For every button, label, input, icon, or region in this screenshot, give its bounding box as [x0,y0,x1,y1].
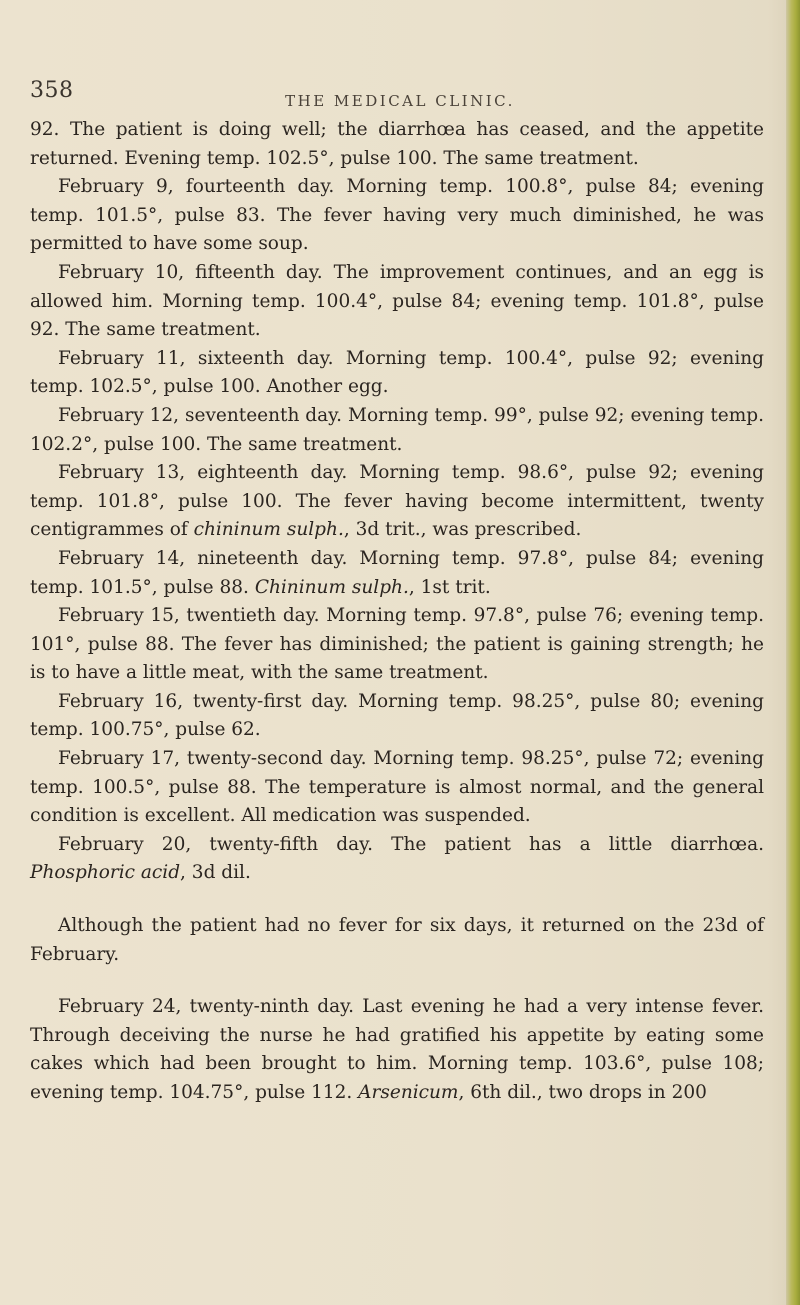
paragraph-feb-24 [30,993,764,1107]
paragraph-feb-15: February 15, twentieth day. Morning temp. 97.8°, pulse 76; evening temp. 101°, pulse 88. The fever has diminished; the patient is gaining strength; he is to have a little meat, with the same treatment. [30,605,764,684]
remedy-name: Arsenicum [358,1082,459,1103]
text-run: , 3d trit., was prescribed. [343,519,582,541]
text-run: February 13, eighteenth day. Morning temp. 98.6°, pulse 92; evening temp. 101.8°, pulse 100. The fever having become intermittent, twenty centigrammes of [30,462,764,541]
page-header [30,78,770,114]
text-run: , 3d dil. [180,862,251,884]
remedy-name: Chininum sulph. [254,576,409,598]
running-head: THE MEDICAL CLINIC. [285,92,515,110]
text-run: , 1st trit. [408,576,491,598]
paragraph-feb-17: February 17, twenty-second day. Morning temp. 98.25°, pulse 72; evening temp. 100.5°, pulse 88. The temperature is almost normal, and the general condition is excellent. All medication was suspended. [30,748,764,827]
remedy-name: Phosphoric acid [30,862,181,884]
paragraph-feb-10: February 10, fifteenth day. The improvement continues, and an egg is allowed him. Morning temp. 100.4°, pulse 84; evening temp. 101.8°, pulse 92. The same treatment. [30,261,764,341]
paragraph-feb-20 [30,831,764,888]
paragraph-feb-11: February 11, sixteenth day. Morning temp. 100.4°, pulse 92; evening temp. 102.5°, pulse 100. Another egg. [30,347,764,398]
page-edge [786,0,800,1305]
paragraph-feb-16: February 16, twenty-first day. Morning temp. 98.25°, pulse 80; evening temp. 100.75°, pulse 62. [30,690,764,741]
text-run: February 14, nineteenth day. Morning temp. 97.8°, pulse 84; evening temp. 101.5°, pulse 88. [30,547,764,598]
paragraph-feb-14 [30,545,764,602]
paragraph-feb-13 [30,459,764,545]
page-number: 358 [30,78,74,103]
text-run: February 24, twenty-ninth day. Last evening he had a very intense fever. Through deceiving the nurse he had gratified his appetite by eating some cakes which had been brought to him. Morning temp. 103.6°, pulse 108; evening temp. 104.75°, pulse 112. [30,996,764,1103]
body-text [30,116,764,1108]
paragraph-although: Although the patient had no fever for six days, it returned on the 23d of February. [30,915,764,965]
paragraph-feb-9: February 9, fourteenth day. Morning temp. 100.8°, pulse 84; evening temp. 101.5°, pulse 83. The fever having very much diminished, he was permitted to have some soup. [30,176,764,255]
remedy-name: chininum sulph. [193,519,344,541]
paragraph-feb-12: February 12, seventeenth day. Morning temp. 99°, pulse 92; evening temp. 102.2°, pulse 100. The same treatment. [30,404,764,455]
text-run: February 20, twenty-fifth day. The patient has a little diarrhœa. [58,833,764,855]
paragraph-92: 92. The patient is doing well; the diarrhœa has ceased, and the appetite returned. Evening temp. 102.5°, pulse 100. The same treatment. [30,119,764,169]
text-run: , 6th dil., two drops in 200 [458,1082,707,1103]
